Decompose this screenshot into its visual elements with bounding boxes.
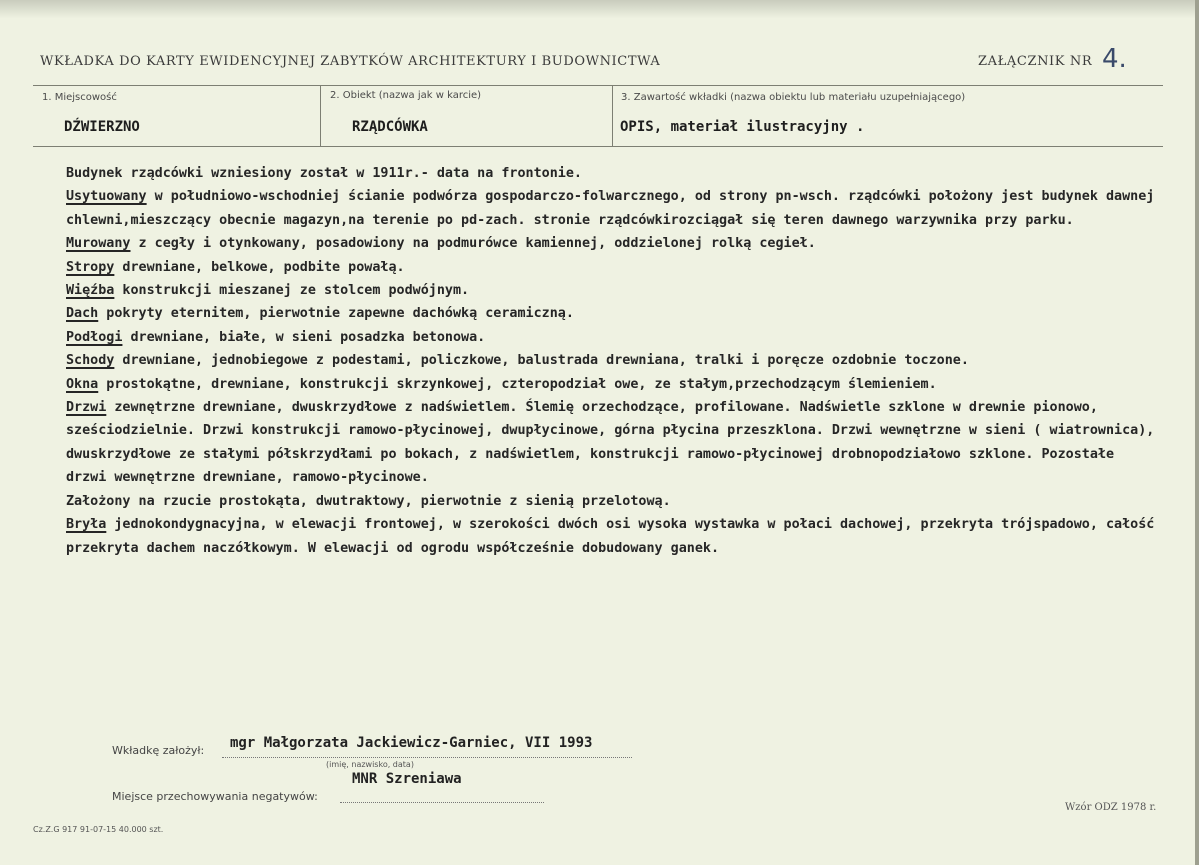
walls-text: z cegły i otynkowany, posadowiony na podmurówce kamiennej, oddzielonej rolką cegieł. (130, 236, 816, 252)
card-right-edge (1195, 0, 1199, 865)
content-label: 3. Zawartość wkładki (nazwa obiektu lub materiału uzupełniającego) (621, 92, 966, 103)
paragraph-history (66, 162, 1156, 185)
paragraph-location (66, 185, 1163, 232)
roof-keyword: Dach (66, 306, 99, 322)
paragraph-ceilings (66, 256, 1156, 279)
location-text: w południowo-wschodniej ścianie podwórza gospodarczo-folwarcznego, od strony pn-wsch. rządcówki położony jest budynek dawnej chlewni,mieszczący obecnie magazyn,na terenie po pd-zach. stronie rządcówkirozciągał się teren dawnego warzywnika przy parku. (66, 189, 1163, 228)
ceilings-text: drewniane, belkowe, podbite powałą. (114, 259, 405, 275)
object-label: 2. Obiekt (nazwa jak w karcie) (330, 90, 482, 101)
plan-text: Założony na rzucie prostokąta, dwutraktowy, pierwotnie z sienią przelotową. (66, 493, 671, 509)
annex-number: 4. (1102, 44, 1127, 74)
paragraph-plan (66, 490, 1156, 513)
author-dotted-line (222, 757, 632, 758)
ceilings-keyword: Stropy (66, 259, 115, 275)
massing-text: jednokondygnacyjna, w elewacji frontowej, w szerokości dwóch osi wysoka wystawka w połaci dachowej, przekryta trójspadowo, całość przekryta dachem naczółkowym. W elewacji od ogrodu współcześnie dobudowany ganek. (66, 517, 1163, 556)
stairs-text: drewniane, jednobiegowe z podestami, policzkowe, balustrada drewniana, tralki i poręcze ozdobnie toczone. (114, 353, 969, 369)
content-value: OPIS, materiał ilustracyjny . (620, 119, 865, 135)
doors-keyword: Drzwi (66, 400, 107, 416)
truss-text: konstrukcji mieszanej ze stolcem podwójnym. (114, 283, 470, 299)
negatives-dotted-line (340, 802, 544, 803)
header-divider-top (33, 85, 1163, 86)
location-keyword: Usytuowany (66, 189, 147, 205)
paragraph-floors (66, 326, 1156, 349)
stairs-keyword: Schody (66, 353, 115, 369)
floors-text: drewniane, białe, w sieni posadzka betonowa. (122, 329, 486, 345)
object-value: RZĄDCÓWKA (352, 119, 428, 135)
locality-value: DŹWIERZNO (64, 119, 140, 135)
paragraph-roof (66, 302, 1156, 325)
paragraph-stairs (66, 349, 1156, 372)
locality-label: 1. Miejscowość (42, 92, 117, 103)
field-divider-1 (320, 85, 321, 146)
author-label: Wkładkę założył: (112, 744, 205, 757)
field-divider-2 (612, 85, 613, 146)
negatives-place-label: Miejsce przechowywania negatywów: (112, 790, 318, 803)
annex-label: ZAŁĄCZNIK NR (978, 54, 1093, 69)
paragraph-doors (66, 396, 1163, 490)
truss-keyword: Więźba (66, 283, 115, 299)
paragraph-massing (66, 513, 1163, 560)
roof-text: pokryty eternitem, pierwotnie zapewne dachówką ceramiczną. (98, 306, 574, 322)
doors-text: zewnętrzne drewniane, dwuskrzydłowe z nadświetlem. Ślemię orzechodzące, profilowane. Nadświetle szklone w drewnie pionowo, sześciodzielnie. Drzwi konstrukcji ramowo-płycinowej, dwupłycinowe, górna płycina przeszklona. Drzwi wewnętrzne w sieni ( wiatrownica), dwuskrzydłowe ze stałymi półskrzydłami po bokach, z nadświetlem, konstrukcji ramowo-płycinowej drobnopodziałowo szklone. Pozostałe drzwi wewnętrzne drewniane, ramowo-płycinowe. (66, 400, 1163, 486)
walls-keyword: Murowany (66, 236, 131, 252)
form-title: WKŁADKA DO KARTY EWIDENCYJNEJ ZABYTKÓW ARCHITEKTURY I BUDOWNICTWA (40, 54, 661, 69)
print-info: Cz.Z.G 917 91-07-15 40.000 szt. (33, 825, 164, 834)
author-value: mgr Małgorzata Jackiewicz-Garniec, VII 1993 (230, 735, 593, 751)
description-body (66, 162, 1163, 560)
windows-text: prostokątne, drewniane, konstrukcji skrzynkowej, czteropodział owe, ze stałym,przechodzącym ślemieniem. (98, 376, 937, 392)
floors-keyword: Podłogi (66, 329, 123, 345)
card-top-edge (0, 0, 1199, 18)
paragraph-windows (66, 373, 1156, 396)
history-text: Budynek rządcówki wzniesiony został w 1911r.- data na frontonie. (66, 166, 582, 181)
header-divider-bottom (33, 146, 1163, 147)
massing-keyword: Bryła (66, 517, 107, 533)
negatives-place-value: MNR Szreniawa (352, 771, 462, 787)
paragraph-walls (66, 232, 1156, 255)
author-hint: (imię, nazwisko, data) (326, 760, 414, 769)
paragraph-truss (66, 279, 1156, 302)
windows-keyword: Okna (66, 376, 99, 392)
form-template: Wzór ODZ 1978 r. (1065, 802, 1157, 813)
